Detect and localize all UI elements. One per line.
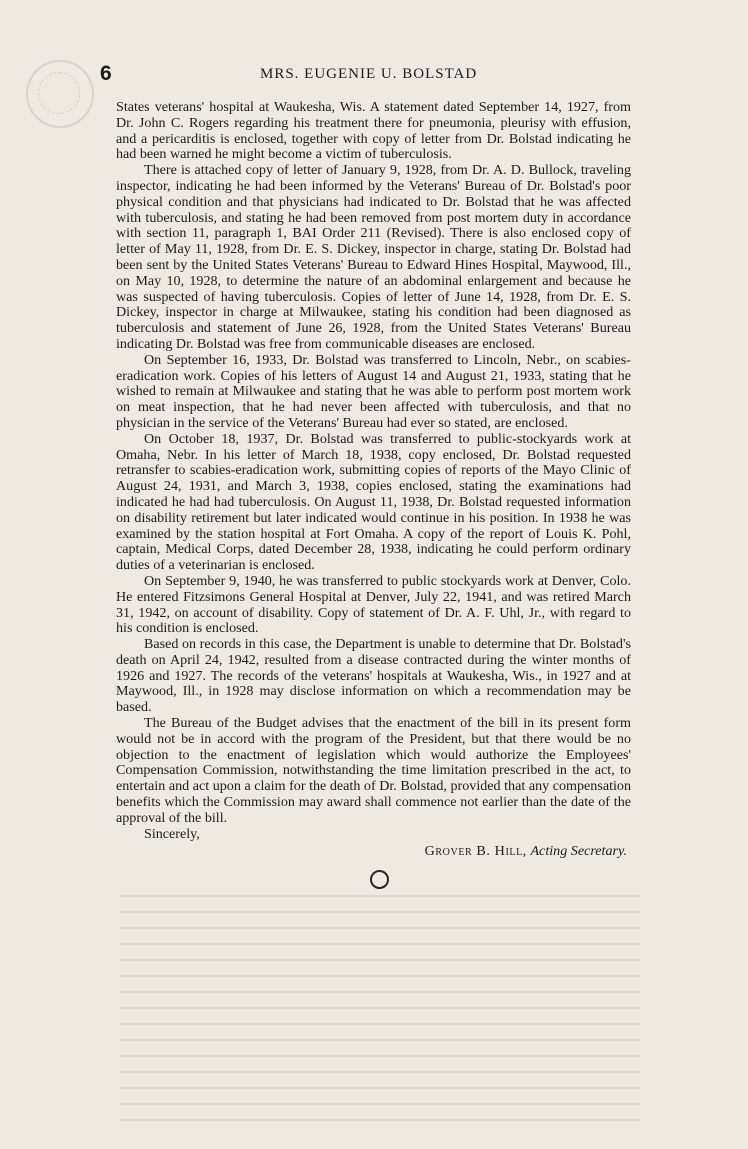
letter-body [116,100,631,860]
running-head: MRS. EUGENIE U. BOLSTAD [260,66,478,82]
paragraph-3: On September 16, 1933, Dr. Bolstad was transferred to Lincoln, Nebr., on scabies-eradication work. Copies of his letters of August 14 and August 21, 1933, stating that he wished to remain at Milwaukee and stating that he was able to perform post mortem work on meat inspection, that he had never been affected with tuberculosis, and that no physician in the service of the Veterans' Bureau had ever so stated, are enclosed. [116,351,631,431]
signature-block [116,844,631,860]
printer-circle-mark [370,870,389,889]
signer-title: Acting Secretary. [530,843,627,860]
paragraph-1: States veterans' hospital at Waukesha, Wis. A statement dated September 14, 1927, from Dr. John C. Rogers regarding his treatment there for pneumonia, pleurisy with effusion, and a pericarditis is enclosed, together with copy of letter from Dr. Bolstad indicating he had been warned he might become a victim of tuberculosis. [116,99,631,163]
paragraph-6: Based on records in this case, the Department is unable to determine that Dr. Bolstad's death on April 24, 1942, resulted from a disease contracted during the winter months of 1926 and 1927. The records of the veterans' hospitals at Waukesha, Wis., in 1927 and at Maywood, Ill., in 1928 may disclose information on which a recommendation may be based. [116,636,631,716]
page-header [100,62,660,90]
paragraph-2: There is attached copy of letter of January 9, 1928, from Dr. A. D. Bullock, traveling inspector, indicating he had been informed by the Veterans' Bureau of Dr. Bolstad's poor physical condition and that physicians had indicated to Dr. Bolstad that he was affected with tuberculosis, and stating he had been removed from post mortem duty in accordance with section 11, paragraph 1, BAI Order 211 (Revised). There is also enclosed copy of letter of May 11, 1928, from Dr. E. S. Dickey, inspector in charge, stating Dr. Bolstad had been sent by the United States Veterans' Bureau to Edward Hines Hospital, Maywood, Ill., on May 10, 1928, to determine the nature of an abdominal enlargement and because he was suspected of having tuberculosis. Copies of letter of June 14, 1928, from Dr. E. S. Dickey, inspector in charge at Milwaukee, stating his condition had been diagnosed as tuberculosis and statement of June 26, 1928, from the United States Veterans' Bureau indicating Dr. Bolstad was free from communicable diseases are enclosed. [116,162,631,352]
paragraph-4: On October 18, 1937, Dr. Bolstad was transferred to public-stockyards work at Omaha, Nebr. In his letter of March 18, 1938, copy enclosed, Dr. Bolstad requested retransfer to scabies-eradication work, submitting copies of reports of the Mayo Clinic of August 24, 1931, and March 3, 1938, copies enclosed, stating the examinations had indicated he had had tuberculosis. On August 11, 1938, Dr. Bolstad requested information on disability retirement but later indicated would continue in his position. In 1938 he was examined by the station hospital at Fort Omaha. A copy of the report of Louis K. Pohl, captain, Medical Corps, dated December 28, 1938, indicating he could perform ordinary duties of a veterinarian is enclosed. [116,430,631,574]
page-number: 6 [100,62,112,85]
signer-name: Grover B. Hill, [424,843,527,860]
library-stamp-seal [26,60,94,128]
reverse-side-bleed-through [120,895,640,1135]
paragraph-7: The Bureau of the Budget advises that the enactment of the bill in its present form would not be in accord with the program of the President, but that there would be no objection to the enactment of legislation which would authorize the Employees' Compensation Commission, notwithstanding the time limitation prescribed in the act, to entertain and act upon a claim for the death of Dr. Bolstad, provided that any compensation benefits which the Commission may award shall commence not earlier than the date of the approval of the bill. [116,715,631,826]
stamp-inner-ring [38,72,80,114]
closing-salutation: Sincerely, [144,825,200,842]
paragraph-5: On September 9, 1940, he was transferred to public stockyards work at Denver, Colo. He entered Fitzsimons General Hospital at Denver, July 22, 1941, and was retired March 31, 1942, on account of disability. Copy of statement of Dr. A. F. Uhl, Jr., with regard to his condition is enclosed. [116,572,631,637]
